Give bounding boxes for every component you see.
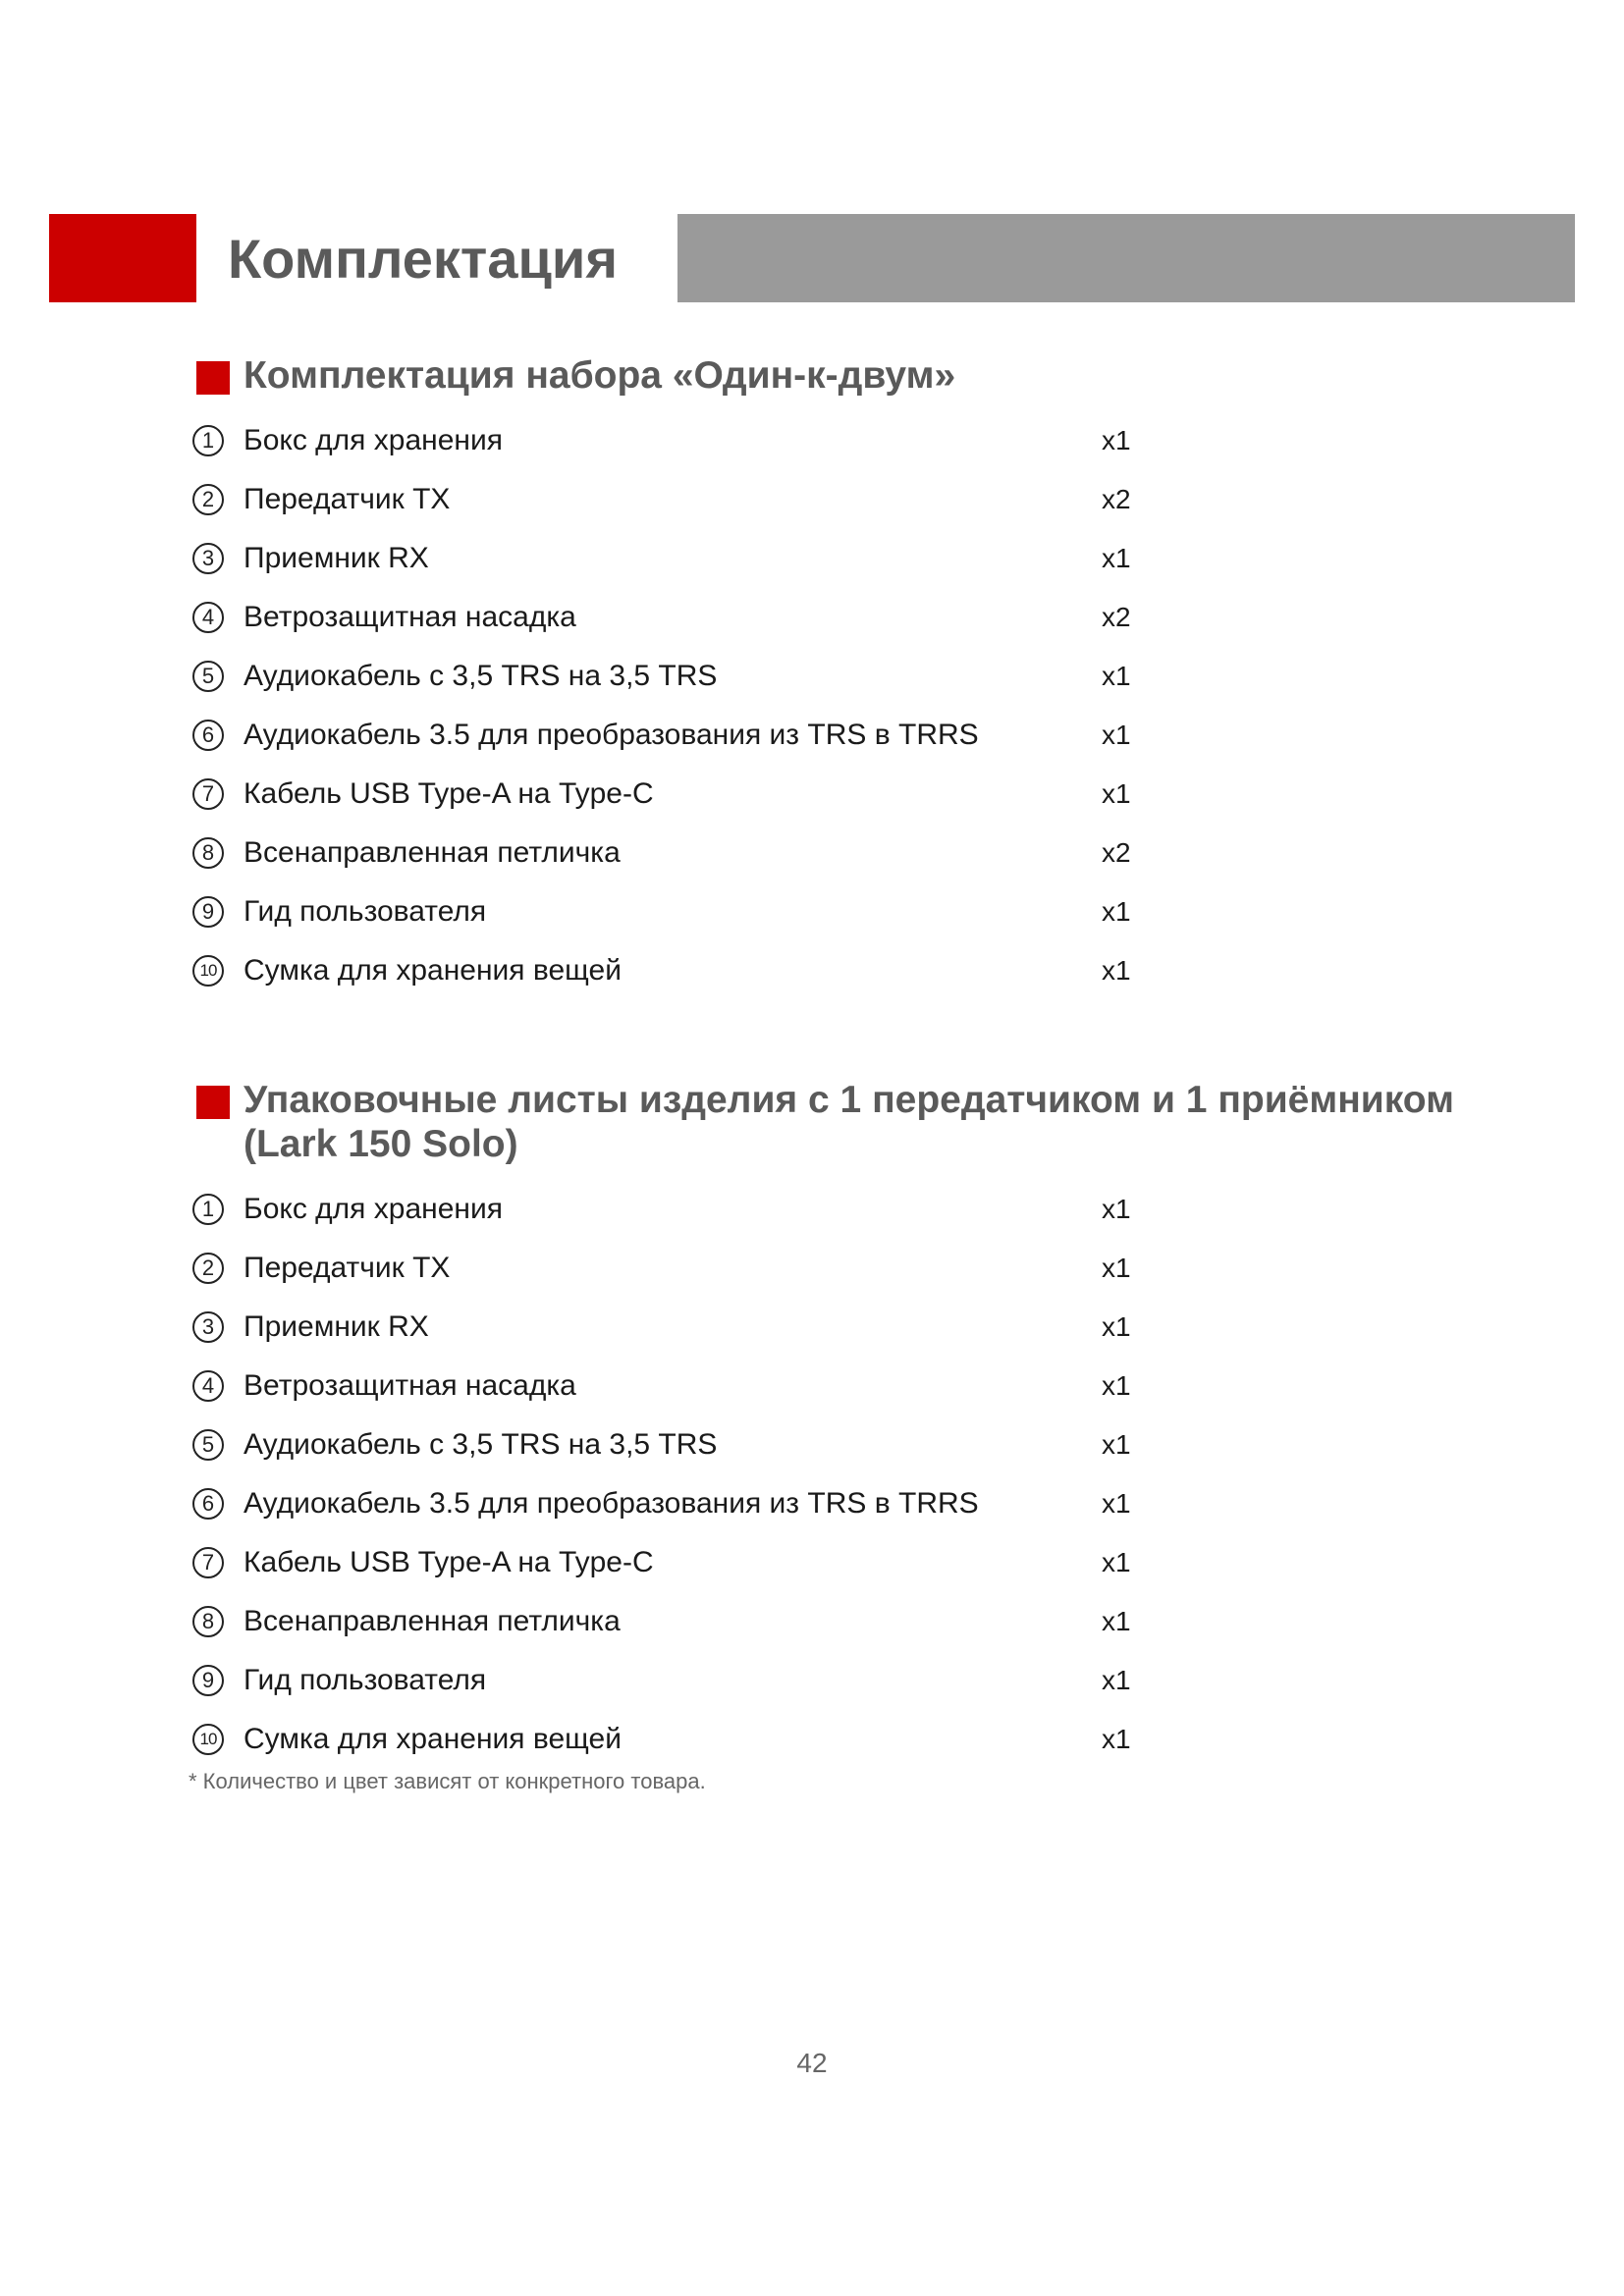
- item-quantity: x1: [1102, 543, 1131, 573]
- list-item: [192, 1239, 1567, 1298]
- item-quantity: x1: [1102, 1488, 1131, 1519]
- section-heading: [192, 1078, 1567, 1166]
- list-item: [192, 529, 1567, 588]
- footnote: * Количество и цвет зависят от конкретного товара.: [189, 1769, 706, 1793]
- section-one-to-two-kit: [192, 353, 1567, 1000]
- item-label: Аудиокабель 3.5 для преобразования из TRS в TRRS: [244, 719, 979, 751]
- list-item: [192, 1474, 1567, 1533]
- item-list: [192, 411, 1567, 1000]
- circled-number-icon: 4: [192, 602, 224, 633]
- list-item: [192, 1533, 1567, 1592]
- item-quantity: x1: [1102, 1253, 1131, 1283]
- circled-number-icon: 7: [192, 1547, 224, 1578]
- section-title-line-1: Упаковочные листы изделия с 1 передатчиком и 1 приёмником: [244, 1079, 1454, 1121]
- item-label: Кабель USB Type-A на Type-C: [244, 1546, 654, 1578]
- circled-number-icon: 10: [192, 1724, 224, 1755]
- circled-number-icon: 10: [192, 955, 224, 987]
- list-item: [192, 706, 1567, 765]
- circled-number-icon: 8: [192, 1606, 224, 1637]
- circled-number-icon: 6: [192, 1488, 224, 1520]
- section-title-line-2: (Lark 150 Solo): [244, 1123, 518, 1165]
- red-square-bullet-icon: [196, 361, 230, 395]
- item-quantity: x1: [1102, 1311, 1131, 1342]
- circled-number-icon: 3: [192, 543, 224, 574]
- list-item: [192, 1592, 1567, 1651]
- circled-number-icon: 2: [192, 1253, 224, 1284]
- item-quantity: x1: [1102, 1724, 1131, 1754]
- header-gray-bar: [677, 214, 1575, 302]
- circled-number-icon: 4: [192, 1370, 224, 1402]
- circled-number-icon: 1: [192, 1194, 224, 1225]
- item-quantity: x2: [1102, 602, 1131, 632]
- item-quantity: x2: [1102, 484, 1131, 514]
- section-heading: [192, 353, 1567, 398]
- item-label: Бокс для хранения: [244, 424, 503, 456]
- section-title: Комплектация набора «Один-к-двум»: [244, 354, 956, 397]
- circled-number-icon: 5: [192, 1429, 224, 1461]
- item-label: Аудиокабель с 3,5 TRS на 3,5 TRS: [244, 1428, 718, 1461]
- list-item: [192, 588, 1567, 647]
- list-item: [192, 1357, 1567, 1415]
- list-item: [192, 1298, 1567, 1357]
- item-label: Бокс для хранения: [244, 1193, 503, 1225]
- header-accent-block: [49, 214, 196, 302]
- list-item: [192, 411, 1567, 470]
- item-label: Сумка для хранения вещей: [244, 1723, 622, 1755]
- circled-number-icon: 9: [192, 1665, 224, 1696]
- item-quantity: x1: [1102, 425, 1131, 455]
- item-label: Гид пользователя: [244, 1664, 487, 1696]
- list-item: [192, 1415, 1567, 1474]
- list-item: [192, 765, 1567, 824]
- item-quantity: x1: [1102, 1547, 1131, 1577]
- item-quantity: x1: [1102, 955, 1131, 986]
- item-label: Приемник RX: [244, 1310, 429, 1343]
- item-label: Приемник RX: [244, 542, 429, 574]
- item-quantity: x1: [1102, 778, 1131, 809]
- page-number: 42: [796, 2048, 828, 2078]
- item-label: Кабель USB Type-A на Type-C: [244, 777, 654, 810]
- item-label: Передатчик TX: [244, 1252, 451, 1284]
- circled-number-icon: 1: [192, 425, 224, 456]
- list-item: [192, 1651, 1567, 1710]
- item-quantity: x1: [1102, 1429, 1131, 1460]
- circled-number-icon: 5: [192, 661, 224, 692]
- item-quantity: x1: [1102, 896, 1131, 927]
- red-square-bullet-icon: [196, 1086, 230, 1119]
- item-label: Всенаправленная петличка: [244, 836, 621, 869]
- list-item: [192, 1710, 1567, 1769]
- item-quantity: x1: [1102, 1665, 1131, 1695]
- item-quantity: x1: [1102, 1606, 1131, 1636]
- item-label: Сумка для хранения вещей: [244, 954, 622, 987]
- circled-number-icon: 9: [192, 896, 224, 928]
- circled-number-icon: 3: [192, 1311, 224, 1343]
- list-item: [192, 470, 1567, 529]
- circled-number-icon: 6: [192, 720, 224, 751]
- list-item: [192, 882, 1567, 941]
- item-label: Аудиокабель с 3,5 TRS на 3,5 TRS: [244, 660, 718, 692]
- item-list: [192, 1180, 1567, 1769]
- item-quantity: x2: [1102, 837, 1131, 868]
- list-item: [192, 1180, 1567, 1239]
- item-quantity: x1: [1102, 1370, 1131, 1401]
- circled-number-icon: 2: [192, 484, 224, 515]
- page-title: Комплектация: [228, 228, 619, 290]
- item-label: Аудиокабель 3.5 для преобразования из TRS в TRRS: [244, 1487, 979, 1520]
- item-label: Всенаправленная петличка: [244, 1605, 621, 1637]
- item-label: Гид пользователя: [244, 895, 487, 928]
- circled-number-icon: 7: [192, 778, 224, 810]
- list-item: [192, 941, 1567, 1000]
- circled-number-icon: 8: [192, 837, 224, 869]
- section-lark-150-solo: [192, 1078, 1567, 1769]
- list-item: [192, 647, 1567, 706]
- list-item: [192, 824, 1567, 882]
- item-quantity: x1: [1102, 1194, 1131, 1224]
- item-quantity: x1: [1102, 661, 1131, 691]
- item-label: Передатчик TX: [244, 483, 451, 515]
- item-quantity: x1: [1102, 720, 1131, 750]
- item-label: Ветрозащитная насадка: [244, 601, 576, 633]
- item-label: Ветрозащитная насадка: [244, 1369, 576, 1402]
